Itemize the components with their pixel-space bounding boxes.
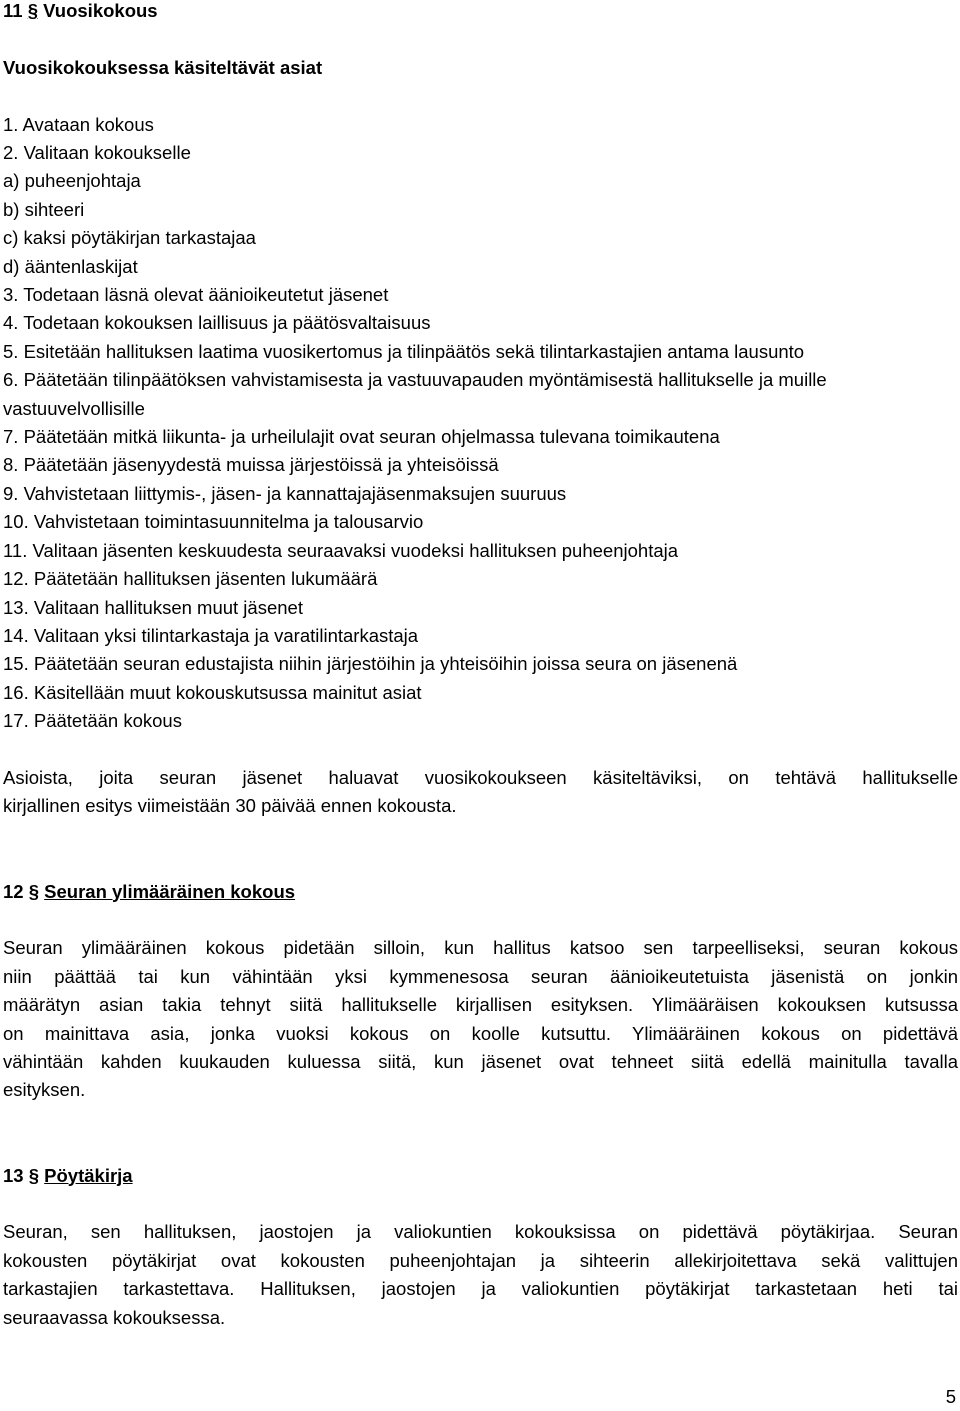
- agenda-item: 2. Valitaan kokoukselle: [3, 142, 191, 163]
- paragraph-line: Asioista, joita seuran jäsenet haluavat vuosikokoukseen käsiteltäviksi, on tehtävä hallitukselle: [3, 766, 958, 788]
- agenda-item: 17. Päätetään kokous: [3, 710, 182, 732]
- agenda-item: vastuuvelvollisille: [3, 397, 145, 419]
- section-12-heading: [3, 878, 958, 906]
- paragraph-line: seuraavassa kokouksessa.: [3, 1306, 226, 1328]
- agenda-item: 3. Todetaan läsnä olevat äänioikeutetut jäsenet: [3, 284, 389, 306]
- agenda-item: 9. Vahvistetaan liittymis-, jäsen- ja kannattajajäsenmaksujen suuruus: [3, 482, 567, 504]
- section-13-sign: §: [28, 1164, 40, 1186]
- agenda-item: 16. Käsitellään muut kokouskutsussa mainitut asiat: [3, 681, 422, 703]
- agenda-item: 10. Vahvistetaan toimintasuunnitelma ja talousarvio: [3, 511, 424, 533]
- paragraph-line: tarkastajien tarkastettava. Hallituksen, jaostojen ja valiokuntien pöytäkirjat tarkastetaan heti tai: [3, 1278, 958, 1300]
- document-page: [3, 0, 958, 1332]
- paragraph-line: on mainittava asia, jonka vuoksi kokous on koolle kutsuttu. Ylimääräinen kokous on pidettävä: [3, 1022, 958, 1044]
- paragraph-line: määrätyn asian takia tehnyt siitä hallitukselle kirjallisen esityksen. Ylimääräisen kokouksen kutsussa: [3, 994, 958, 1016]
- agenda-item: 4. Todetaan kokouksen laillisuus ja päätösvaltaisuus: [3, 312, 431, 334]
- paragraph-line: Seuran, sen hallituksen, jaostojen ja valiokuntien kokouksissa on pidettävä pöytäkirjaa. Seuran: [3, 1221, 958, 1243]
- agenda-item: 8. Päätetään jäsenyydestä muissa järjestöissä ja yhteisöissä: [3, 454, 499, 476]
- section-11-title: Vuosikokous: [43, 0, 158, 21]
- section-13-heading: [3, 1162, 958, 1190]
- agenda-item: 5. Esitetään hallituksen laatima vuosikertomus ja tilinpäätös sekä tilintarkastajien antama lausunto: [3, 340, 805, 362]
- section-11-number: 11: [3, 0, 23, 21]
- page-number: 5: [945, 1386, 956, 1407]
- section-11-paragraph: [3, 764, 958, 821]
- agenda-item: c) kaksi pöytäkirjan tarkastajaa: [3, 227, 256, 249]
- paragraph-line: vähintään kahden kuukauden kuluessa siitä, kun jäsenet ovat tehneet siitä edellä mainitulla tavalla: [3, 1050, 958, 1072]
- agenda-item: 12. Päätetään hallituksen jäsenten lukumäärä: [3, 568, 378, 590]
- agenda-item: 6. Päätetään tilinpäätöksen vahvistamisesta ja vastuuvapauden myöntämisestä hallitukselle ja muille: [3, 369, 827, 391]
- agenda-item: a) puheenjohtaja: [3, 170, 141, 192]
- paragraph-line: niin päättää tai kun vähintään yksi kymmenesosa seuran äänioikeutetuista jäsenistä on jonkin: [3, 965, 958, 987]
- section-11-subtitle: Vuosikokouksessa käsiteltävät asiat: [3, 56, 323, 78]
- agenda-list: [3, 111, 958, 736]
- section-13-number: 13: [3, 1164, 24, 1186]
- agenda-item: 15. Päätetään seuran edustajista niihin järjestöihin ja yhteisöihin joissa seura on jäsenenä: [3, 653, 738, 675]
- section-12-sign: §: [28, 880, 40, 902]
- agenda-item: b) sihteeri: [3, 198, 85, 220]
- agenda-item: 7. Päätetään mitkä liikunta- ja urheilulajit ovat seuran ohjelmassa tulevana toimikautena: [3, 426, 720, 448]
- paragraph-line: kokousten pöytäkirjat ovat kokousten puheenjohtajan ja sihteerin allekirjoitettava sekä valittujen: [3, 1249, 958, 1271]
- section-12-paragraph: [3, 934, 958, 1104]
- agenda-item: 13. Valitaan hallituksen muut jäsenet: [3, 596, 303, 618]
- paragraph-line: Seuran ylimääräinen kokous pidetään silloin, kun hallitus katsoo sen tarpeelliseksi, seuran kokous: [3, 937, 958, 959]
- section-12-title: Seuran ylimääräinen kokous: [44, 880, 296, 902]
- section-13-paragraph: [3, 1218, 958, 1332]
- section-11-heading: [3, 0, 958, 25]
- section-11-sign: §: [27, 0, 38, 21]
- agenda-item: 1. Avataan kokous: [3, 113, 154, 135]
- paragraph-line: esityksen.: [3, 1079, 86, 1101]
- section-12-number: 12: [3, 880, 24, 902]
- agenda-item: d) ääntenlaskijat: [3, 255, 138, 277]
- section-13-title: Pöytäkirja: [44, 1164, 133, 1186]
- agenda-item: 11. Valitaan jäsenten keskuudesta seuraavaksi vuodeksi hallituksen puheenjohtaja: [3, 539, 679, 561]
- agenda-item: 14. Valitaan yksi tilintarkastaja ja varatilintarkastaja: [3, 624, 419, 646]
- paragraph-line: kirjallinen esitys viimeistään 30 päivää ennen kokousta.: [3, 795, 457, 817]
